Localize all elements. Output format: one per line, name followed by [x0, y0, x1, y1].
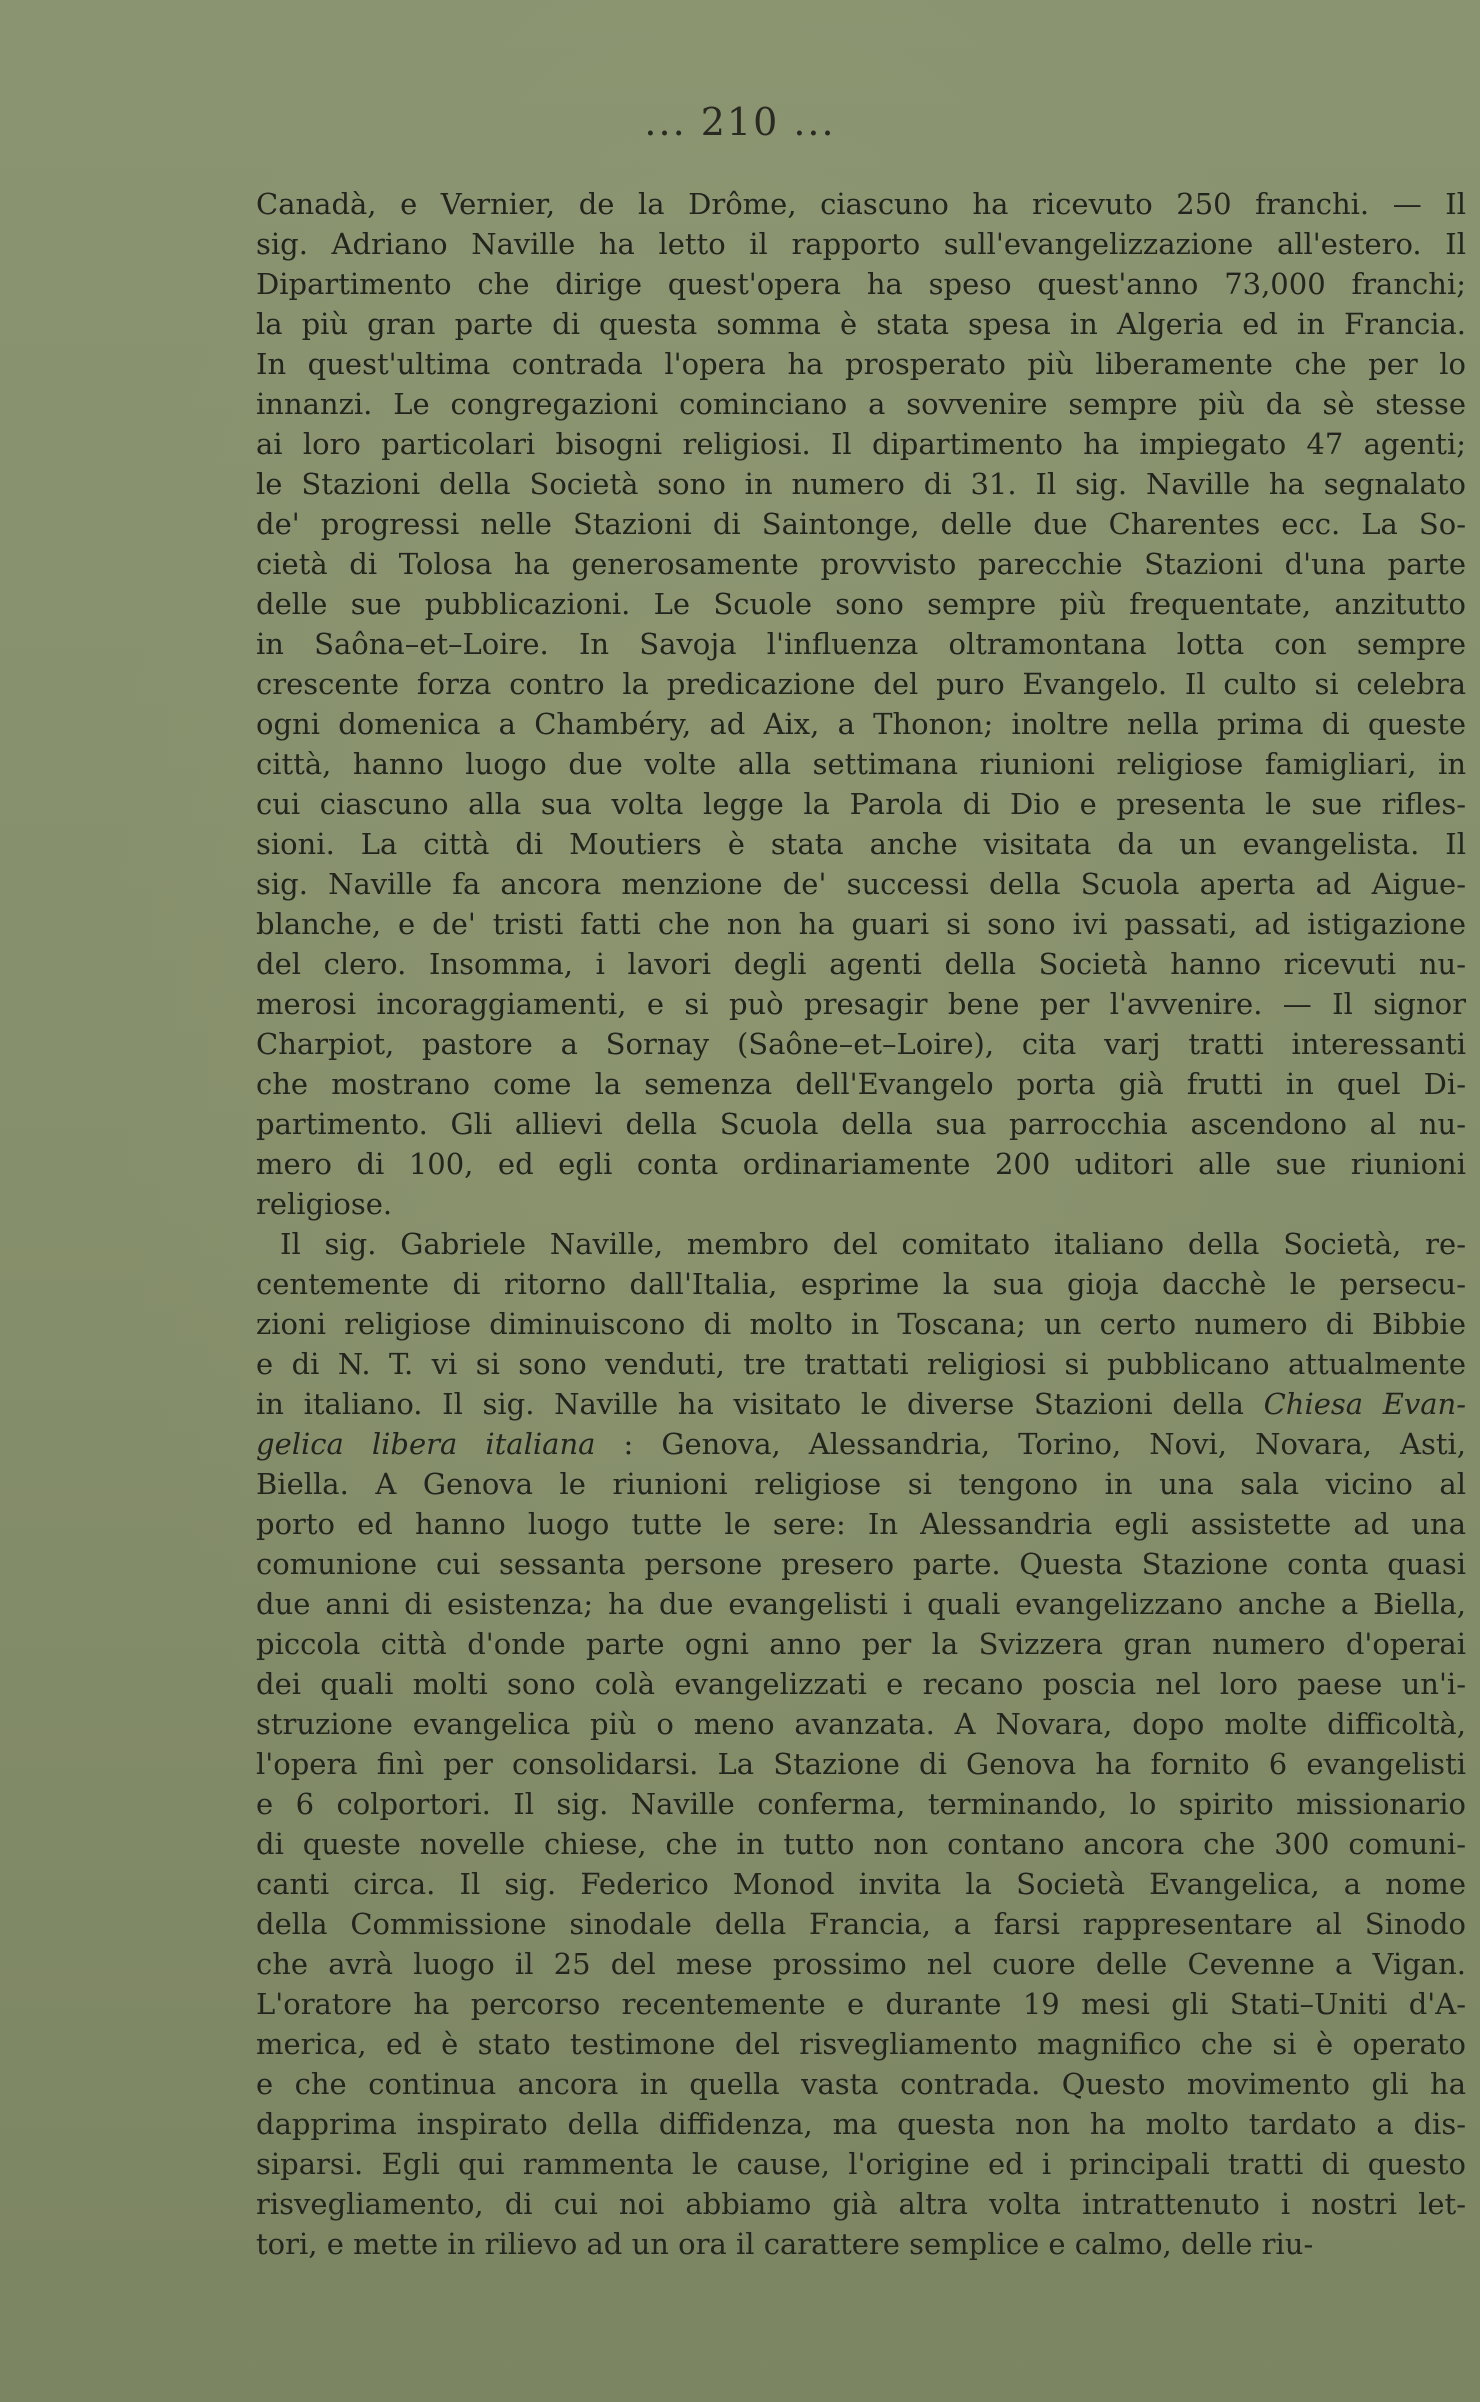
text-line: Charpiot, pastore a Sornay (Saône–et–Loire), cita varj tratti interessanti: [256, 1027, 1466, 1061]
text-line: delle sue pubblicazioni. Le Scuole sono sempre più frequentate, anzitutto: [256, 587, 1466, 621]
text-line: sioni. La città di Moutiers è stata anche visitata da un evangelista. Il: [256, 827, 1466, 861]
text-line: l'opera finì per consolidarsi. La Stazione di Genova ha fornito 6 evangelisti: [256, 1747, 1466, 1781]
text-line: porto ed hanno luogo tutte le sere: In Alessandria egli assistette ad una: [256, 1507, 1466, 1541]
text-line: del clero. Insomma, i lavori degli agenti della Società hanno ricevuti nu-: [256, 947, 1466, 981]
text-line: sig. Adriano Naville ha letto il rapporto sull'evangelizzazione all'estero. Il: [256, 227, 1466, 261]
text-line: e di N. T. vi si sono venduti, tre trattati religiosi si pubblicano attualmente: [256, 1347, 1466, 1381]
text-run: in italiano. Il sig. Naville ha visitato le diverse Stazioni della: [256, 1387, 1244, 1421]
text-line: che avrà luogo il 25 del mese prossimo nel cuore delle Cevenne a Vigan.: [256, 1947, 1466, 1981]
text-line: L'oratore ha percorso recentemente e durante 19 mesi gli Stati–Uniti d'A-: [256, 1987, 1466, 2021]
text-line: due anni di esistenza; ha due evangelisti i quali evangelizzano anche a Biella,: [256, 1587, 1466, 1621]
text-line: la più gran parte di questa somma è stata spesa in Algeria ed in Francia.: [256, 307, 1466, 341]
body-text: [256, 184, 1466, 2264]
italic-text-run: gelica libera italiana: [256, 1427, 596, 1461]
text-line: e che continua ancora in quella vasta contrada. Questo movimento gli ha: [256, 2067, 1466, 2101]
text-line: blanche, e de' tristi fatti che non ha guari si sono ivi passati, ad istigazione: [256, 907, 1466, 941]
text-line: merica, ed è stato testimone del risvegliamento magnifico che si è operato: [256, 2027, 1466, 2061]
text-line: de' progressi nelle Stazioni di Saintonge, delle due Charentes ecc. La So-: [256, 507, 1466, 541]
text-line: merosi incoraggiamenti, e si può presagir bene per l'avvenire. — Il signor: [256, 987, 1466, 1021]
text-line: [256, 1424, 1466, 1464]
text-line: risvegliamento, di cui noi abbiamo già altra volta intrattenuto i nostri let-: [256, 2187, 1466, 2221]
text-run: : Genova, Alessandria, Torino, Novi, Novara, Asti,: [595, 1427, 1466, 1461]
text-line: sig. Naville fa ancora menzione de' successi della Scuola aperta ad Aigue-: [256, 867, 1466, 901]
paragraph: [256, 1224, 1466, 2264]
text-line: cui ciascuno alla sua volta legge la Parola di Dio e presenta le sue rifles-: [256, 787, 1466, 821]
text-line: dapprima inspirato della diffidenza, ma questa non ha molto tardato a dis-: [256, 2107, 1466, 2141]
text-line: e 6 colportori. Il sig. Naville conferma, terminando, lo spirito missionario: [256, 1787, 1466, 1821]
text-line: mero di 100, ed egli conta ordinariamente 200 uditori alle sue riunioni: [256, 1147, 1466, 1181]
text-line: ai loro particolari bisogni religiosi. Il dipartimento ha impiegato 47 agenti;: [256, 427, 1466, 461]
text-line: zioni religiose diminuiscono di molto in Toscana; un certo numero di Bibbie: [256, 1307, 1466, 1341]
text-line: crescente forza contro la predicazione del puro Evangelo. Il culto si celebra: [256, 667, 1466, 701]
text-line: struzione evangelica più o meno avanzata. A Novara, dopo molte difficoltà,: [256, 1707, 1466, 1741]
text-line: le Stazioni della Società sono in numero di 31. Il sig. Naville ha segnalato: [256, 467, 1466, 501]
text-line: siparsi. Egli qui rammenta le cause, l'origine ed i principali tratti di questo: [256, 2147, 1466, 2181]
text-line: innanzi. Le congregazioni cominciano a sovvenire sempre più da sè stesse: [256, 387, 1466, 421]
text-line: religiose.: [256, 1187, 393, 1221]
text-line: canti circa. Il sig. Federico Monod invita la Società Evangelica, a nome: [256, 1867, 1466, 1901]
text-line: In quest'ultima contrada l'opera ha prosperato più liberamente che per lo: [256, 347, 1466, 381]
text-line: Canadà, e Vernier, de la Drôme, ciascuno ha ricevuto 250 franchi. — Il: [256, 187, 1466, 221]
text-line: cietà di Tolosa ha generosamente provvisto parecchie Stazioni d'una parte: [256, 547, 1466, 581]
paragraph: [256, 184, 1466, 1224]
text-line: partimento. Gli allievi della Scuola della sua parrocchia ascendono al nu-: [256, 1107, 1466, 1141]
text-line: della Commissione sinodale della Francia, a farsi rappresentare al Sinodo: [256, 1907, 1466, 1941]
text-line: in Saôna–et–Loire. In Savoja l'influenza oltramontana lotta con sempre: [256, 627, 1466, 661]
text-line: di queste novelle chiese, che in tutto non contano ancora che 300 comuni-: [256, 1827, 1466, 1861]
page-number: ... 210 ...: [644, 100, 836, 144]
text-line: dei quali molti sono colà evangelizzati e recano poscia nel loro paese un'i-: [256, 1667, 1466, 1701]
text-line: piccola città d'onde parte ogni anno per la Svizzera gran numero d'operai: [256, 1627, 1466, 1661]
text-line: Biella. A Genova le riunioni religiose si tengono in una sala vicino al: [256, 1467, 1466, 1501]
italic-text-run: Chiesa Evan-: [1263, 1387, 1466, 1421]
text-line: che mostrano come la semenza dell'Evangelo porta già frutti in quel Di-: [256, 1067, 1466, 1101]
text-line: Il sig. Gabriele Naville, membro del comitato italiano della Società, re-: [280, 1227, 1466, 1261]
text-line: Dipartimento che dirige quest'opera ha speso quest'anno 73,000 franchi;: [256, 267, 1466, 301]
text-line: ogni domenica a Chambéry, ad Aix, a Thonon; inoltre nella prima di queste: [256, 707, 1466, 741]
text-line: tori, e mette in rilievo ad un ora il carattere semplice e calmo, delle riu-: [256, 2227, 1314, 2261]
text-line: [256, 1384, 1466, 1424]
text-line: città, hanno luogo due volte alla settimana riunioni religiose famigliari, in: [256, 747, 1466, 781]
text-line: centemente di ritorno dall'Italia, esprime la sua gioja dacchè le persecu-: [256, 1267, 1466, 1301]
text-line: comunione cui sessanta persone presero parte. Questa Stazione conta quasi: [256, 1547, 1466, 1581]
